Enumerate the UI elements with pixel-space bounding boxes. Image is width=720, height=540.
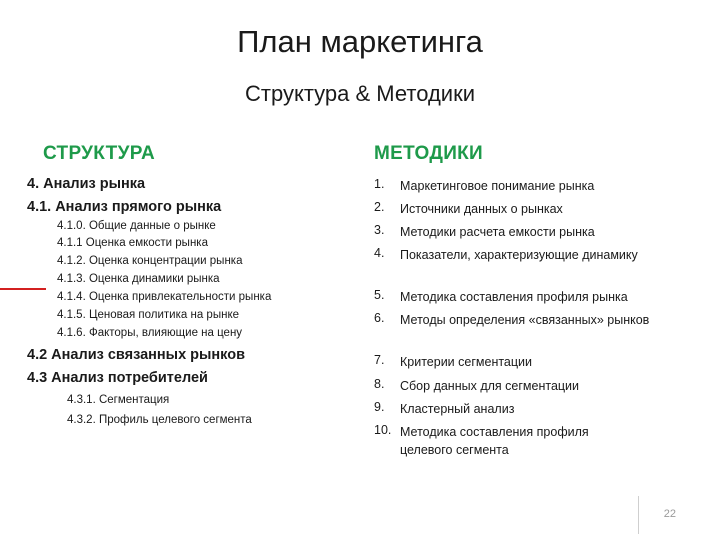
structure-heading: СТРУКТУРА [43,143,156,164]
method-number: 3. [374,223,385,237]
method-text: Методика составления профиля целевого сегмента [400,425,589,457]
structure-subitem: 4.3.1. Сегментация [67,394,170,406]
method-number: 4. [374,246,385,260]
structure-item: 4. Анализ рынка [27,176,146,192]
methods-heading: МЕТОДИКИ [374,143,484,164]
method-text: Источники данных о рынках [400,202,563,216]
method-number: 7. [374,353,385,367]
structure-subitem: 4.1.3. Оценка динамики рынка [57,273,220,285]
footer-divider [638,496,639,534]
method-text: Сбор данных для сегментации [400,379,580,393]
method-text: Методика составления профиля рынка [400,290,628,304]
structure-subitem: 4.1.5. Ценовая политика на рынке [57,309,239,321]
structure-item: 4.2 Анализ связанных рынков [27,347,245,363]
method-text: Маркетинговое понимание рынка [400,179,595,193]
method-text: Кластерный анализ [400,402,515,416]
method-number: 5. [374,288,385,302]
method-number: 6. [374,311,385,325]
structure-subitem: 4.1.0. Общие данные о рынке [57,220,216,232]
structure-item: 4.3 Анализ потребителей [27,370,208,386]
method-number: 10. [374,423,392,437]
structure-subitem: 4.1.4. Оценка привлекательности рынка [57,291,272,303]
structure-subitem: 4.1.6. Факторы, влияющие на цену [57,327,243,339]
method-number: 9. [374,400,385,414]
method-text: Методы определения «связанных» рынков [400,313,650,327]
structure-item: 4.1. Анализ прямого рынка [27,199,222,215]
method-text: Методики расчета емкости рынка [400,225,595,239]
method-text: Критерии сегментации [400,355,533,369]
structure-subitem: 4.1.1 Оценка емкости рынка [57,237,208,249]
method-number: 8. [374,377,385,391]
page-title: План маркетинга [237,24,483,59]
structure-subitem: 4.1.2. Оценка концентрации рынка [57,255,243,267]
method-number: 1. [374,177,385,191]
method-text: Показатели, характеризующие динамику [400,248,638,262]
method-number: 2. [374,200,385,214]
page-number: 22 [663,508,676,520]
structure-subitem: 4.3.2. Профиль целевого сегмента [67,414,252,426]
page-subtitle: Структура & Методики [245,81,475,106]
red-marker-line [0,288,46,290]
